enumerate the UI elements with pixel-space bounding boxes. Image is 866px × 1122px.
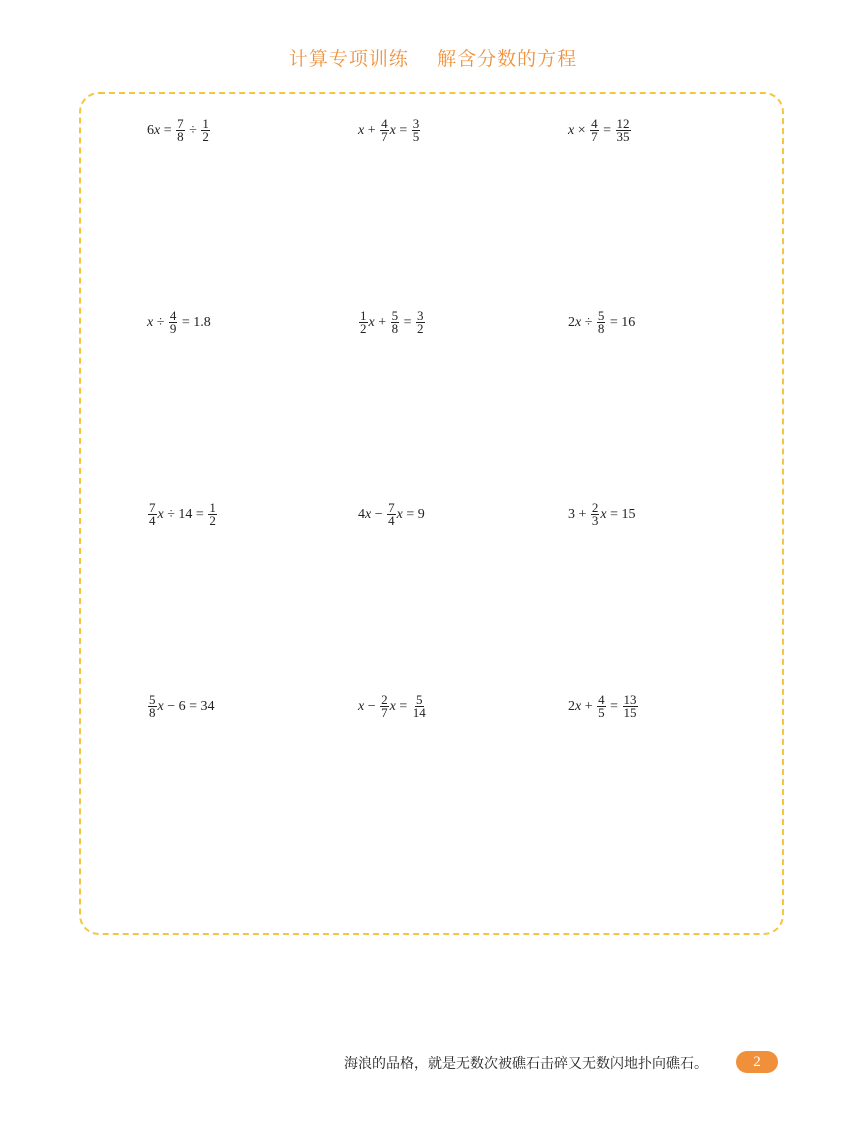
fraction-numerator: 1: [360, 308, 367, 323]
equation-text: 6: [147, 122, 154, 138]
equation-9: [568, 502, 636, 527]
fraction-numerator: 5: [416, 692, 423, 707]
equation-7: [147, 502, 218, 527]
equation-text: = 16: [606, 314, 636, 330]
variable-x: x: [396, 506, 403, 522]
fraction-denominator: 4: [149, 513, 156, 528]
fraction-denominator: 7: [381, 705, 388, 720]
title-topic: 计算专项训练: [288, 48, 409, 70]
fraction-numerator: 13: [623, 692, 637, 707]
fraction: [597, 694, 606, 719]
equation-6: [568, 310, 635, 335]
title-gap: [409, 48, 437, 70]
fraction-numerator: 5: [391, 308, 399, 323]
equation-text: =: [400, 314, 416, 330]
variable-x: x: [154, 122, 161, 138]
variable-x: x: [147, 314, 154, 330]
fraction-numerator: 2: [381, 692, 388, 707]
variable-x: x: [368, 314, 375, 330]
fraction: [148, 502, 157, 527]
equation-text: +: [374, 314, 390, 330]
equation-text: =: [606, 698, 622, 714]
page-number-badge: 2: [736, 1051, 778, 1073]
equation-text: ÷: [581, 314, 596, 330]
fraction-numerator: 1: [202, 116, 209, 131]
fraction: [590, 118, 599, 143]
variable-x: x: [600, 506, 607, 522]
fraction-denominator: 9: [169, 321, 177, 336]
fraction: [412, 694, 427, 719]
fraction-numerator: 2: [591, 500, 599, 515]
fraction-numerator: 4: [591, 116, 598, 131]
fraction-denominator: 4: [388, 513, 395, 528]
equation-text: 2: [568, 314, 575, 330]
fraction-denominator: 5: [598, 705, 605, 720]
variable-x: x: [389, 698, 396, 714]
fraction: [201, 118, 210, 143]
equation-3: [568, 118, 632, 143]
equation-4: [147, 310, 211, 335]
equation-text: − 6 = 34: [163, 698, 215, 714]
fraction: [380, 694, 389, 719]
fraction-denominator: 8: [597, 321, 605, 336]
variable-x: x: [568, 122, 575, 138]
fraction: [412, 118, 421, 143]
equation-text: =: [160, 122, 176, 138]
fraction-numerator: 7: [388, 500, 395, 515]
fraction: [597, 310, 606, 335]
equation-11: [358, 694, 428, 719]
equation-text: = 9: [402, 506, 425, 522]
variable-x: x: [575, 698, 582, 714]
fraction: [416, 310, 425, 335]
equation-5: [358, 310, 426, 335]
fraction-numerator: 4: [169, 308, 177, 323]
fraction-denominator: 2: [209, 513, 216, 528]
equation-text: =: [395, 698, 411, 714]
fraction-numerator: 12: [616, 116, 630, 131]
fraction-numerator: 5: [597, 308, 605, 323]
variable-x: x: [157, 698, 164, 714]
fraction: [391, 310, 400, 335]
equation-text: = 1.8: [178, 314, 211, 330]
fraction-denominator: 7: [381, 129, 388, 144]
variable-x: x: [389, 122, 396, 138]
fraction-numerator: 3: [412, 116, 420, 131]
fraction-denominator: 2: [360, 321, 367, 336]
equation-12: [568, 694, 639, 719]
equation-text: =: [395, 122, 411, 138]
fraction-denominator: 2: [202, 129, 209, 144]
variable-x: x: [365, 506, 372, 522]
fraction-numerator: 7: [177, 116, 184, 131]
fraction-denominator: 7: [591, 129, 598, 144]
fraction-denominator: 35: [616, 129, 630, 144]
equation-text: 4: [358, 506, 365, 522]
fraction: [387, 502, 396, 527]
fraction-denominator: 5: [412, 129, 420, 144]
equation-text: −: [364, 698, 380, 714]
fraction-denominator: 8: [177, 129, 184, 144]
fraction-denominator: 15: [623, 705, 637, 720]
fraction-denominator: 2: [417, 321, 424, 336]
fraction: [169, 310, 178, 335]
equation-text: = 15: [606, 506, 636, 522]
fraction-denominator: 14: [412, 705, 426, 720]
equation-text: ÷: [153, 314, 168, 330]
equation-8: [358, 502, 425, 527]
fraction: [616, 118, 631, 143]
fraction-denominator: 3: [591, 513, 599, 528]
fraction: [591, 502, 600, 527]
equation-1: [147, 118, 211, 143]
variable-x: x: [358, 698, 365, 714]
equation-text: =: [599, 122, 615, 138]
fraction-numerator: 4: [598, 692, 605, 707]
fraction: [380, 118, 389, 143]
page-title: [0, 44, 866, 71]
fraction: [623, 694, 638, 719]
fraction-numerator: 4: [381, 116, 388, 131]
fraction: [148, 694, 157, 719]
variable-x: x: [575, 314, 582, 330]
variable-x: x: [358, 122, 365, 138]
fraction-numerator: 3: [417, 308, 424, 323]
equation-text: ×: [574, 122, 590, 138]
fraction-denominator: 8: [149, 705, 156, 720]
equation-2: [358, 118, 421, 143]
equation-text: 3 +: [568, 506, 590, 522]
equation-text: ÷ 14 =: [163, 506, 208, 522]
footer-quote: 海浪的品格，就是无数次被礁石击碎又无数闪地扑向礁石。: [344, 1056, 708, 1072]
equation-text: −: [371, 506, 387, 522]
equation-text: +: [364, 122, 380, 138]
fraction-numerator: 7: [149, 500, 156, 515]
equation-text: 2: [568, 698, 575, 714]
equation-text: +: [581, 698, 597, 714]
fraction: [359, 310, 368, 335]
variable-x: x: [157, 506, 164, 522]
fraction-denominator: 8: [391, 321, 399, 336]
fraction-numerator: 5: [149, 692, 156, 707]
equation-text: ÷: [185, 122, 201, 138]
fraction: [176, 118, 185, 143]
fraction: [208, 502, 217, 527]
title-subtopic: 解含分数的方程: [437, 48, 578, 70]
equation-10: [147, 694, 215, 719]
fraction-numerator: 1: [209, 500, 216, 515]
